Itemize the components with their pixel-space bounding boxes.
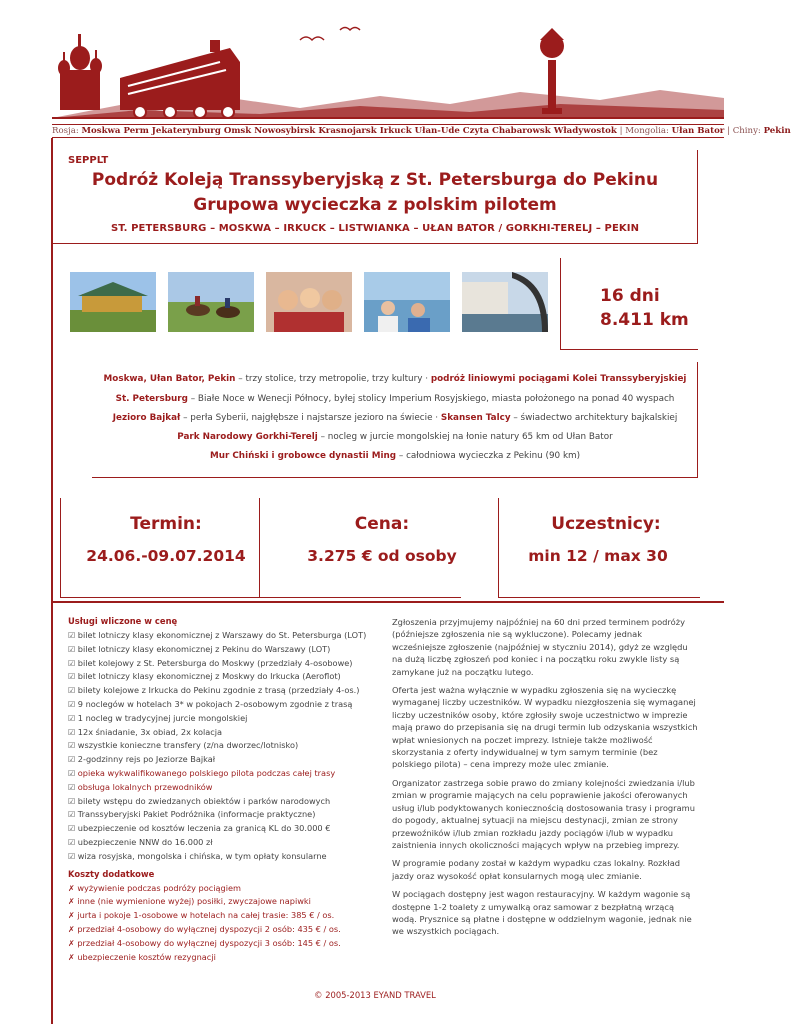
extra-cost-text: przedział 4-osobowy do wyłącznej dyspozycji 3 osób: 145 € / os. xyxy=(77,937,341,948)
route-russia-label: Rosja: xyxy=(52,126,79,136)
highlight-text: – świadectwo architektury bajkalskiej xyxy=(510,413,678,423)
included-item-text: bilet kolejowy z St. Petersburga do Moskwy (przedziały 4-osobowe) xyxy=(77,657,353,668)
included-item-text: ubezpieczenie od kosztów leczenia za granicą KL do 30.000 € xyxy=(77,823,331,834)
route-china-cities: Pekin xyxy=(763,126,791,136)
checkbox-icon: ☑ xyxy=(68,782,76,792)
included-item-text: ubezpieczenie NNW do 16.000 zł xyxy=(77,836,213,847)
highlight-line xyxy=(92,374,698,384)
stat-days: 16 dni xyxy=(600,286,660,306)
included-item-text: opieka wykwalifikowanego polskiego pilota podczas całej trasy xyxy=(77,767,336,778)
included-item xyxy=(68,629,368,643)
included-heading: Usługi wliczone w cenę xyxy=(68,616,178,626)
extra-cost-text: ubezpieczenie kosztów rezygnacji xyxy=(77,951,216,962)
checkbox-icon: ☑ xyxy=(68,644,76,654)
included-item xyxy=(68,822,368,836)
included-item-text: Transsyberyjski Pakiet Podróżnika (informacje praktyczne) xyxy=(77,809,316,820)
checkbox-icon: ☑ xyxy=(68,810,76,820)
term-label: Termin: xyxy=(130,514,202,534)
terms-paragraph: Organizator zastrzega sobie prawo do zmiany kolejności zwiedzania i/lub zmian w programie mających na celu poprawienie jakości oferowanych usług i/lub podyktowanych koniecznością dostosowania trasy i programu do pogody, aktualnej sytuacji na miejscu destynacji, zmian ze strony przewoźników i/lub zmian rozkładu jazdy pociągów i/lub w wypadku zaistnienia innych okoliczności mających wpływ na przebieg imprezy. xyxy=(392,777,696,850)
tour-code: SEPPLT xyxy=(68,155,109,166)
included-item-text: obsługa lokalnych przewodników xyxy=(77,781,213,792)
footer-copyright: © 2005-2013 EYAND TRAVEL xyxy=(314,990,436,1000)
highlight-bold: Moskwa, Ułan Bator, Pekin xyxy=(103,374,236,384)
included-item-text: wszystkie konieczne transfery (z/na dworzec/lotnisko) xyxy=(77,740,299,751)
highlight-line xyxy=(92,413,698,423)
highlight-bold: Mur Chiński i grobowce dynastii Ming xyxy=(209,451,397,461)
included-item xyxy=(68,643,368,657)
extra-cost-item xyxy=(68,923,368,937)
cross-icon: ✗ xyxy=(68,924,75,934)
checkbox-icon: ☑ xyxy=(68,851,76,861)
photo-lake-picnic xyxy=(364,272,450,332)
included-item xyxy=(68,795,368,809)
included-item-text: wiza rosyjska, mongolska i chińska, w tym opłaty konsularne xyxy=(77,850,327,861)
included-item-text: bilet lotniczy klasy ekonomicznej z Warszawy do St. Petersburga (LOT) xyxy=(77,630,367,640)
extra-cost-item xyxy=(68,909,368,923)
included-item xyxy=(68,684,368,698)
terms-paragraph: W programie podany został w każdym wypadku czas lokalny. Rozkład jazdy oraz wysokość opłat konsularnych mogą ulec zmianie. xyxy=(392,858,681,881)
checkbox-icon: ☑ xyxy=(68,824,76,834)
checkbox-icon: ☑ xyxy=(68,741,76,751)
extra-cost-item xyxy=(68,895,368,909)
section-divider xyxy=(52,601,724,603)
included-item xyxy=(68,781,368,795)
cross-icon: ✗ xyxy=(68,911,75,921)
checkbox-icon: ☑ xyxy=(68,713,76,723)
highlight-line xyxy=(92,451,698,461)
included-item xyxy=(68,850,368,864)
highlight-line xyxy=(92,394,698,404)
extra-cost-text: przedział 4-osobowy do wyłącznej dyspozycji 2 osób: 435 € / os. xyxy=(77,923,341,934)
tour-title: Podróż Koleją Transsyberyjską z St. Petersburga do Pekinu xyxy=(91,170,659,190)
included-item xyxy=(68,767,368,781)
checkbox-icon: ☑ xyxy=(68,699,76,709)
highlight-bold: Park Narodowy Gorkhi-Terelj xyxy=(177,432,318,442)
included-item-text: 9 noclegów w hotelach 3* w pokojach 2-osobowym zgodnie z trasą xyxy=(77,698,353,709)
header-banner xyxy=(0,0,724,124)
checkbox-icon: ☑ xyxy=(68,755,76,765)
route-mongolia-cities: Ułan Bator xyxy=(671,126,725,136)
included-item xyxy=(68,739,368,753)
cross-icon: ✗ xyxy=(68,952,75,962)
included-item xyxy=(68,808,368,822)
route-separator-1: | xyxy=(616,126,626,136)
highlight-bold: St. Petersburg xyxy=(115,394,188,404)
price-value: 3.275 € od osoby xyxy=(307,547,457,565)
route-separator-2: | xyxy=(724,126,733,136)
route-bar xyxy=(52,124,791,138)
included-item-text: 1 nocleg w tradycyjnej jurcie mongolskiej xyxy=(77,712,248,723)
term-value: 24.06.-09.07.2014 xyxy=(86,547,246,565)
included-item xyxy=(68,753,368,767)
checkbox-icon: ☑ xyxy=(68,727,76,737)
checkbox-icon: ☑ xyxy=(68,768,76,778)
photo-st-petersburg-canal xyxy=(462,272,548,332)
cross-icon: ✗ xyxy=(68,883,75,893)
services-column xyxy=(68,616,368,964)
tour-route: ST. PETERSBURG – MOSKWA – IRKUCK – LISTWIANKA – UŁAN BATOR / GORKHI-TERELJ – PEKIN xyxy=(110,223,640,234)
route-russia-cities: Moskwa Perm Jekaterynburg Omsk Nowosybirsk Krasnojarsk Irkuck Ułan-Ude Czyta Chabarowsk Władywostok xyxy=(81,126,617,136)
extra-cost-text: inne (nie wymienione wyżej) posiłki, zwyczajowe napiwki xyxy=(77,896,311,907)
terms-column xyxy=(392,616,698,944)
included-item xyxy=(68,670,368,684)
price-label: Cena: xyxy=(354,514,410,534)
extra-heading: Koszty dodatkowe xyxy=(68,868,155,879)
extra-cost-item xyxy=(68,951,368,965)
highlight-text: – Białe Noce w Wenecji Północy, byłej stolicy Imperium Rosyjskiego, miasta położonego na ponad 40 wyspach xyxy=(187,394,675,404)
highlight-text: – perła Syberii, najgłębsze i najstarsze jezioro na świecie · xyxy=(180,413,441,423)
extra-cost-text: wyżywienie podczas podróży pociągiem xyxy=(77,882,242,893)
included-item xyxy=(68,712,368,726)
terms-paragraph: Oferta jest ważna wyłącznie w wypadku zgłoszenia się na wycieczkę wymaganej liczby uczestników. W wypadku niezgłoszenia się wymaganej liczby uczestników osoby, które zgłosiły swoje uczestnictwo w imprezie mają prawo do przepisania się na drugi termin lub odzyskania wszystkich wpłat wniesionych na poczet imprezy. Istnieje także możliwość skorzystania z oferty indywidualnej w tym samym terminie (bez polskiego pilota) – cena imprezy może ulec zmianie. xyxy=(392,685,698,770)
checkbox-icon: ☑ xyxy=(68,672,76,682)
extra-cost-item xyxy=(68,882,368,896)
highlight-bold: Jezioro Bajkał xyxy=(112,413,181,423)
photo-monastery xyxy=(70,272,156,332)
highlight-text: – nocleg w jurcie mongolskiej na łonie natury 65 km od Ułan Bator xyxy=(317,432,613,442)
included-item xyxy=(68,836,368,850)
checkbox-icon: ☑ xyxy=(68,686,76,696)
included-item-text: bilet lotniczy klasy ekonomicznej z Moskwy do Irkucka (Aeroflot) xyxy=(77,671,341,682)
checkbox-icon: ☑ xyxy=(68,658,76,668)
photo-horse-riders xyxy=(168,272,254,332)
participants-value: min 12 / max 30 xyxy=(528,547,668,565)
included-item-text: 2-godzinny rejs po Jeziorze Bajkał xyxy=(77,754,216,765)
highlight-line xyxy=(92,432,698,442)
extra-list xyxy=(68,882,368,965)
left-vertical-rule xyxy=(51,138,53,1024)
route-china-label: Chiny: xyxy=(732,126,761,136)
included-item-text: bilety wstępu do zwiedzanych obiektów i parków narodowych xyxy=(77,795,331,806)
extra-cost-text: jurta i pokoje 1-osobowe w hotelach na całej trasie: 385 € / os. xyxy=(77,910,335,921)
included-item-text: 12x śniadanie, 3x obiad, 2x kolacja xyxy=(77,726,223,737)
included-item xyxy=(68,698,368,712)
included-item-text: bilet lotniczy klasy ekonomicznej z Pekinu do Warszawy (LOT) xyxy=(77,643,331,654)
tour-subtitle: Grupowa wycieczka z polskim pilotem xyxy=(193,195,557,215)
photo-travelers-train xyxy=(266,272,352,332)
included-item xyxy=(68,657,368,671)
highlight-bold: Skansen Talcy xyxy=(440,413,511,423)
included-item xyxy=(68,726,368,740)
stat-distance: 8.411 km xyxy=(600,310,689,330)
terms-paragraph: W pociągach dostępny jest wagon restauracyjny. W każdym wagonie są dostępne 1-2 toalety z umywalką oraz samowar z bezpłatną wrzącą wodą. Prysznice są płatne i dostępne w oddzielnym wagonie, jednak nie we wszystkich pociągach. xyxy=(392,889,692,937)
banner-illustration xyxy=(52,28,724,119)
terms-paragraph: Zgłoszenia przyjmujemy najpóźniej na 60 dni przed terminem podróży (późniejsze zgłoszenia nie są wykluczone). Polecamy jednak wcześniejsze zgłoszenie (najpóźniej w styczniu 2014), gdyż ze względu na dużą liczbę zgłoszeń pod koniec i na początku roku zwykle listy są zamykane już na początku lutego. xyxy=(392,617,688,677)
participants-label: Uczestnicy: xyxy=(551,514,661,534)
extra-cost-item xyxy=(68,937,368,951)
included-list xyxy=(68,629,368,864)
cross-icon: ✗ xyxy=(68,938,75,948)
route-mongolia-label: Mongolia: xyxy=(625,126,669,136)
cross-icon: ✗ xyxy=(68,897,75,907)
checkbox-icon: ☑ xyxy=(68,837,76,847)
highlight-text: – trzy stolice, trzy metropolie, trzy kultury · xyxy=(235,374,431,384)
highlight-text: – całodniowa wycieczka z Pekinu (90 km) xyxy=(396,451,581,461)
included-item-text: bilety kolejowe z Irkucka do Pekinu zgodnie z trasą (przedziały 4-os.) xyxy=(77,685,360,696)
highlight-bold: podróż liniowymi pociągami Kolei Transsyberyjskiej xyxy=(430,374,687,384)
checkbox-icon: ☑ xyxy=(68,631,76,640)
checkbox-icon: ☑ xyxy=(68,796,76,806)
